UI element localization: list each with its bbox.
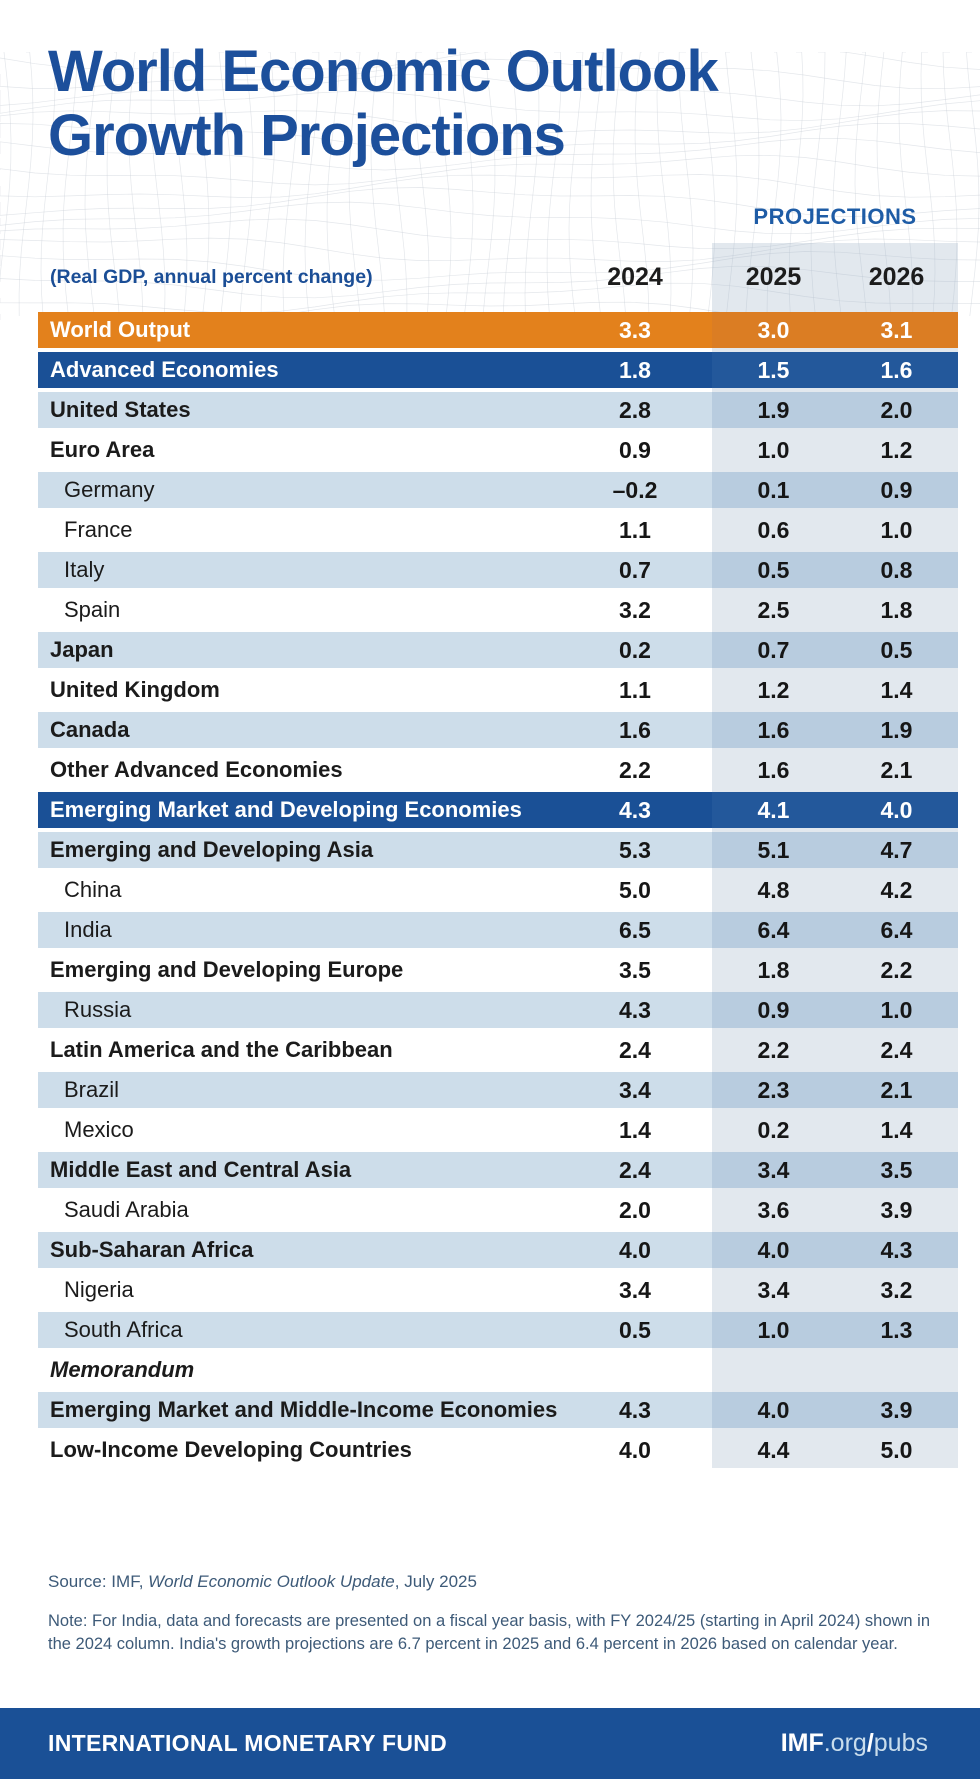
row-label: Canada xyxy=(50,717,130,742)
row-value-2025 xyxy=(712,1352,835,1388)
row-value-2026: 6.4 xyxy=(835,912,958,948)
row-label: Memorandum xyxy=(50,1357,195,1382)
row-value-2026: 4.3 xyxy=(835,1232,958,1268)
row-value-2025: 0.1 xyxy=(712,472,835,508)
row-label: South Africa xyxy=(64,1317,183,1342)
table-row xyxy=(38,1192,958,1228)
row-value-2024: 1.1 xyxy=(619,676,651,703)
row-value-2026: 0.9 xyxy=(835,472,958,508)
row-value-2024: 0.5 xyxy=(619,1316,651,1343)
table-unit-label: (Real GDP, annual percent change) xyxy=(50,265,373,288)
table-row xyxy=(38,872,958,908)
row-value-2024: 1.4 xyxy=(619,1116,651,1143)
row-value-2024: 3.3 xyxy=(619,316,651,343)
row-value-2025: 4.0 xyxy=(712,1392,835,1428)
table-row xyxy=(38,432,958,468)
row-label: Spain xyxy=(64,597,121,622)
row-value-2026: 1.2 xyxy=(880,436,913,463)
row-value-2025: 1.8 xyxy=(757,956,790,983)
table-row xyxy=(38,1352,958,1388)
table-column-header-row xyxy=(38,260,958,294)
table-row xyxy=(38,672,958,708)
imf-pubs-url xyxy=(781,1729,928,1758)
url-part-pubs: pubs xyxy=(873,1729,928,1757)
table-row xyxy=(38,1312,958,1348)
row-value-2026: 1.6 xyxy=(835,352,958,388)
row-value-2026: 1.3 xyxy=(835,1312,958,1348)
row-value-2024: 5.3 xyxy=(619,836,651,863)
row-label: Saudi Arabia xyxy=(64,1197,189,1222)
page-title-line2: Growth Projections xyxy=(48,103,565,168)
row-value-2026: 1.8 xyxy=(880,596,913,623)
row-label: Brazil xyxy=(64,1077,120,1102)
row-value-2026: 1.0 xyxy=(880,516,913,543)
column-header-2026: 2026 xyxy=(868,262,925,291)
row-label: United States xyxy=(50,397,191,422)
table-row xyxy=(38,352,958,388)
row-value-2026: 1.0 xyxy=(835,992,958,1028)
table-row xyxy=(38,1432,958,1468)
row-label: China xyxy=(64,877,122,902)
row-value-2026: 3.9 xyxy=(880,1196,913,1223)
source-line xyxy=(48,1572,477,1592)
row-value-2026: 3.9 xyxy=(835,1392,958,1428)
growth-table-body xyxy=(38,312,958,1472)
row-value-2024: 4.3 xyxy=(619,796,651,823)
row-value-2025: 1.9 xyxy=(712,392,835,428)
table-row xyxy=(38,552,958,588)
table-row xyxy=(38,1272,958,1308)
row-value-2024: 1.8 xyxy=(619,356,651,383)
row-value-2026: 1.9 xyxy=(835,712,958,748)
row-value-2025: 1.2 xyxy=(757,676,790,703)
row-value-2026: 3.5 xyxy=(835,1152,958,1188)
table-row xyxy=(38,792,958,828)
table-row xyxy=(38,592,958,628)
row-value-2025: 4.0 xyxy=(712,1232,835,1268)
row-value-2026: 1.4 xyxy=(880,1116,913,1143)
row-value-2024: 1.1 xyxy=(619,516,651,543)
table-row xyxy=(38,712,958,748)
url-part-slash: / xyxy=(866,1729,874,1757)
row-value-2026: 4.0 xyxy=(835,792,958,828)
row-value-2025: 1.6 xyxy=(712,712,835,748)
row-value-2025: 0.5 xyxy=(712,552,835,588)
row-value-2024: 6.5 xyxy=(619,916,651,943)
row-value-2024: 3.2 xyxy=(619,596,651,623)
row-value-2025: 0.7 xyxy=(712,632,835,668)
row-label: Emerging Market and Middle-Income Economies xyxy=(50,1397,558,1422)
row-value-2026: 4.7 xyxy=(835,832,958,868)
imf-wordmark: INTERNATIONAL MONETARY FUND xyxy=(48,1730,448,1756)
row-value-2025: 3.6 xyxy=(757,1196,790,1223)
row-value-2024: 2.2 xyxy=(619,756,651,783)
row-value-2024: 2.8 xyxy=(619,396,651,423)
row-label: Euro Area xyxy=(50,437,155,462)
table-row xyxy=(38,1392,958,1428)
row-label: Sub-Saharan Africa xyxy=(50,1237,254,1262)
row-value-2024 xyxy=(558,1352,712,1388)
table-row xyxy=(38,1072,958,1108)
row-label: Italy xyxy=(64,557,105,582)
table-row xyxy=(38,392,958,428)
row-label: Middle East and Central Asia xyxy=(50,1157,352,1182)
row-value-2025: 4.1 xyxy=(712,792,835,828)
row-value-2025: 1.5 xyxy=(712,352,835,388)
row-value-2025: 0.2 xyxy=(757,1116,790,1143)
row-value-2025: 3.0 xyxy=(712,312,835,348)
row-value-2024: 2.0 xyxy=(619,1196,651,1223)
row-label: Mexico xyxy=(64,1117,134,1142)
table-row xyxy=(38,1232,958,1268)
row-value-2024: 0.7 xyxy=(619,556,651,583)
table-row xyxy=(38,312,958,348)
row-value-2025: 2.2 xyxy=(757,1036,790,1063)
footnote: Note: For India, data and forecasts are presented on a fiscal year basis, with FY 2024/25 (starting in April 2024) shown in the 2024 column. India's growth projections are 6.7 percent in 2025 and 6.4 percent in 2026 based on calendar year. xyxy=(48,1612,931,1654)
row-value-2025: 2.3 xyxy=(712,1072,835,1108)
row-value-2024: –0.2 xyxy=(612,476,658,503)
row-value-2025: 1.6 xyxy=(757,756,790,783)
projections-column-group-label: PROJECTIONS xyxy=(753,204,917,229)
table-row xyxy=(38,992,958,1028)
row-value-2026: 5.0 xyxy=(880,1436,913,1463)
column-header-2025: 2025 xyxy=(745,262,802,291)
table-row xyxy=(38,472,958,508)
row-value-2024: 4.0 xyxy=(619,1236,651,1263)
footer-bar xyxy=(0,1708,980,1779)
row-label: Emerging and Developing Europe xyxy=(50,957,404,982)
row-value-2025: 4.4 xyxy=(757,1436,790,1463)
row-label: Japan xyxy=(50,637,114,662)
row-value-2026: 1.4 xyxy=(880,676,913,703)
row-value-2026: 0.8 xyxy=(835,552,958,588)
column-header-2024: 2024 xyxy=(607,262,663,291)
source-publication: World Economic Outlook Update xyxy=(148,1572,395,1591)
row-value-2024: 3.4 xyxy=(619,1276,651,1303)
row-value-2024: 1.6 xyxy=(619,716,651,743)
url-part-imf: IMF xyxy=(780,1729,824,1757)
row-value-2026: 2.0 xyxy=(835,392,958,428)
row-value-2025: 6.4 xyxy=(712,912,835,948)
row-value-2025: 1.0 xyxy=(757,436,790,463)
row-value-2024: 5.0 xyxy=(619,876,651,903)
page-title xyxy=(48,40,718,168)
table-row xyxy=(38,1112,958,1148)
row-value-2024: 2.4 xyxy=(619,1036,651,1063)
row-value-2024: 4.3 xyxy=(619,996,651,1023)
table-row xyxy=(38,1152,958,1188)
row-value-2026: 2.2 xyxy=(880,956,913,983)
source-prefix: Source: IMF, xyxy=(48,1572,149,1591)
row-value-2026 xyxy=(835,1352,958,1388)
row-value-2026: 0.5 xyxy=(835,632,958,668)
row-value-2026: 2.1 xyxy=(835,1072,958,1108)
source-suffix: , July 2025 xyxy=(394,1572,477,1591)
row-value-2026: 2.1 xyxy=(880,756,913,783)
row-label: Emerging Market and Developing Economies xyxy=(50,797,522,822)
row-value-2026: 4.2 xyxy=(880,876,913,903)
row-value-2025: 5.1 xyxy=(712,832,835,868)
row-value-2025: 0.9 xyxy=(712,992,835,1028)
table-row xyxy=(38,952,958,988)
row-label: Germany xyxy=(64,477,155,502)
url-part-org: .org xyxy=(823,1729,867,1757)
row-value-2025: 1.0 xyxy=(712,1312,835,1348)
row-value-2024: 3.4 xyxy=(619,1076,651,1103)
row-value-2025: 3.4 xyxy=(712,1152,835,1188)
row-value-2024: 0.2 xyxy=(619,636,651,663)
row-value-2025: 2.5 xyxy=(757,596,790,623)
row-label: Advanced Economies xyxy=(50,357,279,382)
row-value-2025: 3.4 xyxy=(757,1276,790,1303)
table-row xyxy=(38,912,958,948)
row-value-2026: 3.1 xyxy=(835,312,958,348)
row-value-2024: 4.0 xyxy=(619,1436,651,1463)
row-value-2025: 4.8 xyxy=(757,876,790,903)
page-title-line1: World Economic Outlook xyxy=(48,39,718,104)
row-value-2024: 0.9 xyxy=(619,436,651,463)
row-label: Russia xyxy=(64,997,132,1022)
row-value-2024: 2.4 xyxy=(619,1156,651,1183)
table-row xyxy=(38,632,958,668)
row-label: India xyxy=(64,917,112,942)
row-label: Other Advanced Economies xyxy=(50,757,343,782)
row-value-2026: 2.4 xyxy=(880,1036,913,1063)
row-label: France xyxy=(64,517,133,542)
row-label: Low-Income Developing Countries xyxy=(50,1437,412,1462)
table-row xyxy=(38,1032,958,1068)
row-value-2024: 3.5 xyxy=(619,956,651,983)
row-label: Emerging and Developing Asia xyxy=(50,837,374,862)
row-value-2026: 3.2 xyxy=(880,1276,913,1303)
row-label: Latin America and the Caribbean xyxy=(50,1037,393,1062)
row-label: World Output xyxy=(50,317,191,342)
row-value-2025: 0.6 xyxy=(757,516,790,543)
row-label: Nigeria xyxy=(64,1277,134,1302)
table-row xyxy=(38,512,958,548)
table-row xyxy=(38,832,958,868)
row-label: United Kingdom xyxy=(50,677,220,702)
row-value-2024: 4.3 xyxy=(619,1396,651,1423)
table-row xyxy=(38,752,958,788)
